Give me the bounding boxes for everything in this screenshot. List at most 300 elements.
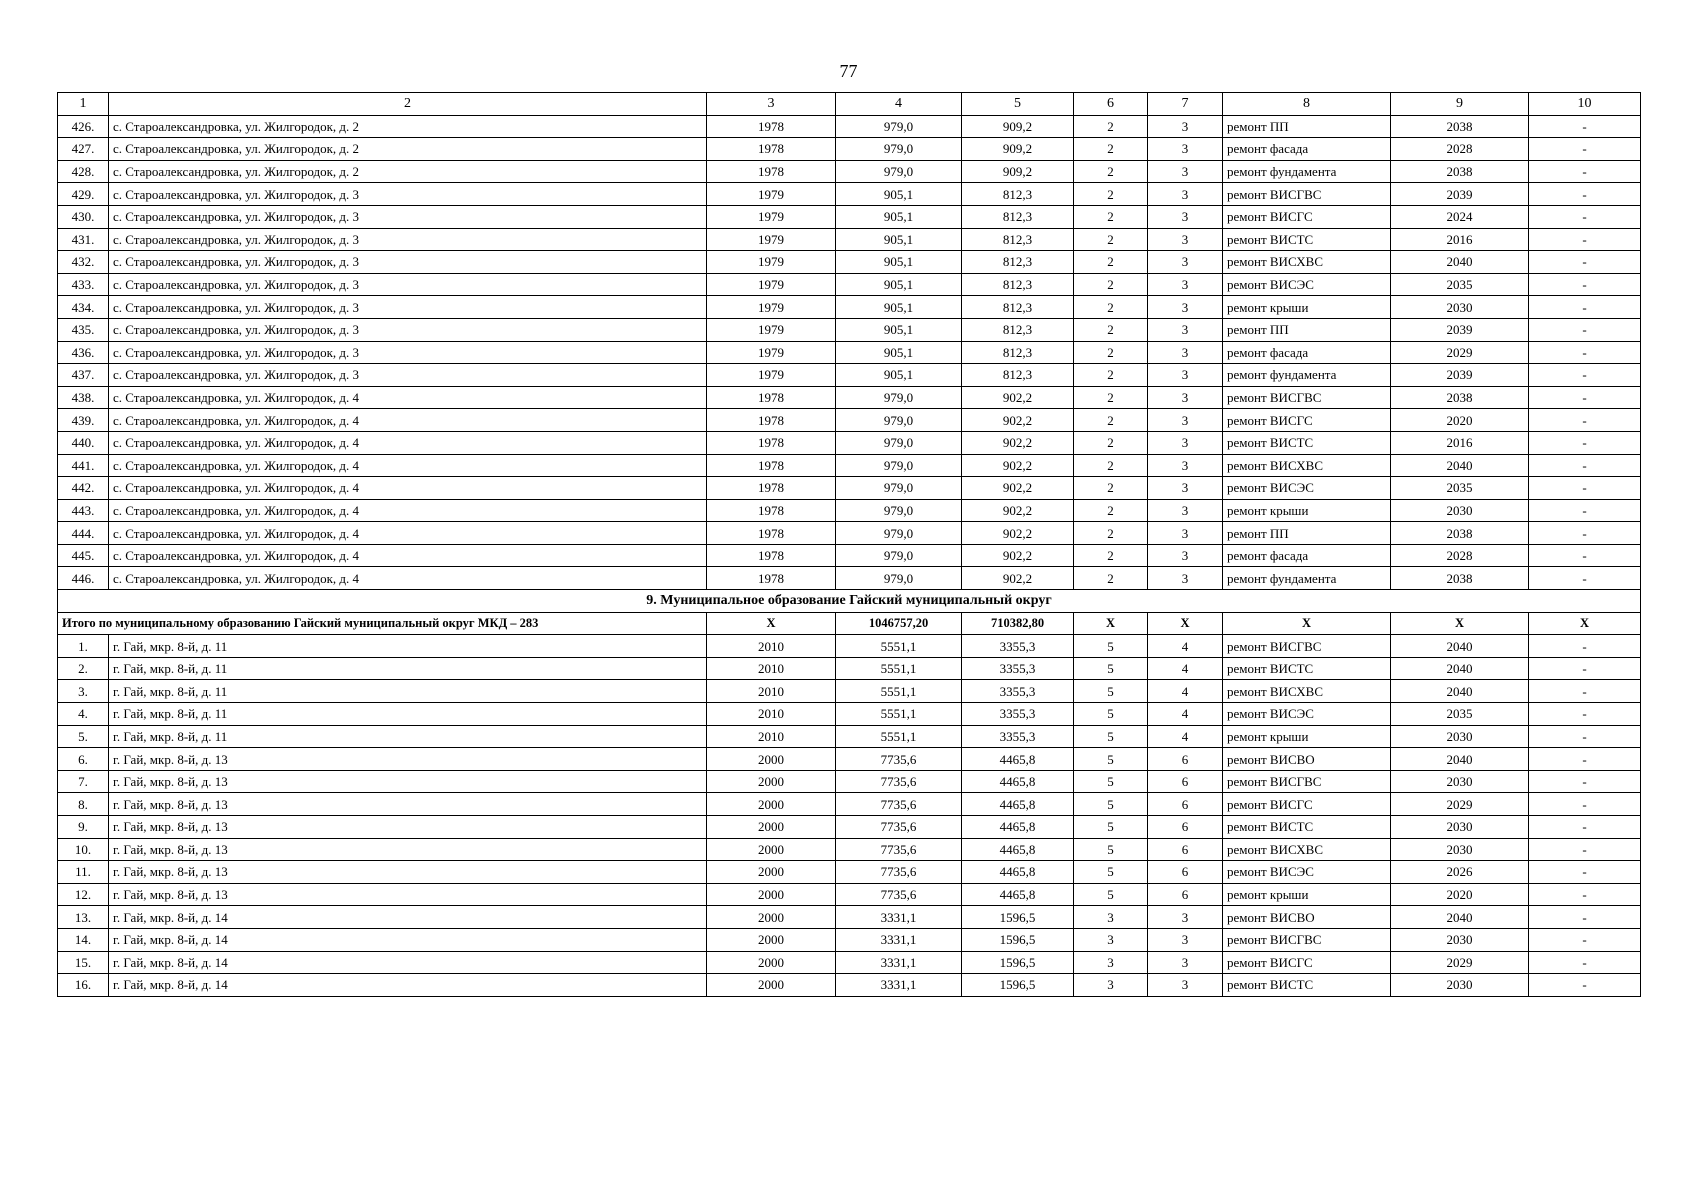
note-cell: - bbox=[1529, 318, 1641, 341]
address-cell: с. Староалександровка, ул. Жилгородок, д. 3 bbox=[109, 251, 707, 274]
planned-year-cell: 2035 bbox=[1391, 273, 1529, 296]
entrances-cell: 6 bbox=[1148, 816, 1223, 839]
living-area-cell: 812,3 bbox=[962, 251, 1074, 274]
note-cell: - bbox=[1529, 657, 1641, 680]
year-built-cell: 2000 bbox=[707, 974, 836, 997]
planned-year-cell: 2030 bbox=[1391, 296, 1529, 319]
living-area-cell: 4465,8 bbox=[962, 861, 1074, 884]
floors-cell: 2 bbox=[1074, 341, 1148, 364]
table-row bbox=[58, 725, 1641, 748]
row-number-cell: 433. bbox=[58, 273, 109, 296]
planned-year-cell: 2020 bbox=[1391, 883, 1529, 906]
row-number-cell: 430. bbox=[58, 205, 109, 228]
address-cell: с. Староалександровка, ул. Жилгородок, д. 3 bbox=[109, 364, 707, 387]
entrances-cell: 3 bbox=[1148, 251, 1223, 274]
address-cell: г. Гай, мкр. 8-й, д. 14 bbox=[109, 906, 707, 929]
total-row bbox=[58, 612, 1641, 635]
address-cell: г. Гай, мкр. 8-й, д. 11 bbox=[109, 635, 707, 658]
address-cell: с. Староалександровка, ул. Жилгородок, д. 4 bbox=[109, 522, 707, 545]
work-type-cell: ремонт ВИСХВС bbox=[1223, 454, 1391, 477]
year-built-cell: 2000 bbox=[707, 951, 836, 974]
table-row bbox=[58, 115, 1641, 138]
year-built-cell: 2010 bbox=[707, 703, 836, 726]
column-number-cell: 9 bbox=[1391, 93, 1529, 116]
planned-year-cell: 2024 bbox=[1391, 205, 1529, 228]
note-cell: - bbox=[1529, 522, 1641, 545]
floors-cell: 3 bbox=[1074, 906, 1148, 929]
total-value-cell: Х bbox=[1074, 612, 1148, 635]
column-number-cell: 4 bbox=[836, 93, 962, 116]
total-area-cell: 979,0 bbox=[836, 431, 962, 454]
note-cell: - bbox=[1529, 296, 1641, 319]
work-type-cell: ремонт крыши bbox=[1223, 296, 1391, 319]
table-row bbox=[58, 138, 1641, 161]
total-area-cell: 905,1 bbox=[836, 273, 962, 296]
floors-cell: 2 bbox=[1074, 160, 1148, 183]
work-type-cell: ремонт ВИСХВС bbox=[1223, 838, 1391, 861]
living-area-cell: 3355,3 bbox=[962, 703, 1074, 726]
row-number-cell: 1. bbox=[58, 635, 109, 658]
planned-year-cell: 2040 bbox=[1391, 635, 1529, 658]
total-area-cell: 3331,1 bbox=[836, 928, 962, 951]
total-value-cell: Х bbox=[1529, 612, 1641, 635]
entrances-cell: 6 bbox=[1148, 793, 1223, 816]
column-number-cell: 2 bbox=[109, 93, 707, 116]
planned-year-cell: 2035 bbox=[1391, 477, 1529, 500]
total-value-cell: Х bbox=[1223, 612, 1391, 635]
year-built-cell: 1978 bbox=[707, 160, 836, 183]
floors-cell: 2 bbox=[1074, 115, 1148, 138]
note-cell: - bbox=[1529, 567, 1641, 590]
work-type-cell: ремонт ВИСВО bbox=[1223, 906, 1391, 929]
total-value-cell: Х bbox=[1148, 612, 1223, 635]
column-number-row bbox=[58, 93, 1641, 116]
floors-cell: 2 bbox=[1074, 318, 1148, 341]
living-area-cell: 1596,5 bbox=[962, 906, 1074, 929]
entrances-cell: 6 bbox=[1148, 861, 1223, 884]
note-cell: - bbox=[1529, 703, 1641, 726]
year-built-cell: 1978 bbox=[707, 454, 836, 477]
living-area-cell: 909,2 bbox=[962, 160, 1074, 183]
living-area-cell: 3355,3 bbox=[962, 635, 1074, 658]
planned-year-cell: 2035 bbox=[1391, 703, 1529, 726]
total-area-cell: 979,0 bbox=[836, 386, 962, 409]
living-area-cell: 812,3 bbox=[962, 364, 1074, 387]
row-number-cell: 429. bbox=[58, 183, 109, 206]
living-area-cell: 902,2 bbox=[962, 454, 1074, 477]
address-cell: г. Гай, мкр. 8-й, д. 14 bbox=[109, 974, 707, 997]
total-area-cell: 7735,6 bbox=[836, 793, 962, 816]
total-area-cell: 905,1 bbox=[836, 205, 962, 228]
address-cell: с. Староалександровка, ул. Жилгородок, д. 4 bbox=[109, 567, 707, 590]
living-area-cell: 812,3 bbox=[962, 341, 1074, 364]
planned-year-cell: 2039 bbox=[1391, 318, 1529, 341]
living-area-cell: 902,2 bbox=[962, 544, 1074, 567]
floors-cell: 2 bbox=[1074, 138, 1148, 161]
year-built-cell: 2010 bbox=[707, 657, 836, 680]
address-cell: с. Староалександровка, ул. Жилгородок, д. 4 bbox=[109, 386, 707, 409]
table-row bbox=[58, 816, 1641, 839]
year-built-cell: 1978 bbox=[707, 522, 836, 545]
planned-year-cell: 2039 bbox=[1391, 364, 1529, 387]
planned-year-cell: 2038 bbox=[1391, 386, 1529, 409]
floors-cell: 2 bbox=[1074, 477, 1148, 500]
planned-year-cell: 2028 bbox=[1391, 138, 1529, 161]
year-built-cell: 1978 bbox=[707, 477, 836, 500]
address-cell: г. Гай, мкр. 8-й, д. 11 bbox=[109, 703, 707, 726]
work-type-cell: ремонт крыши bbox=[1223, 883, 1391, 906]
year-built-cell: 1978 bbox=[707, 409, 836, 432]
total-area-cell: 905,1 bbox=[836, 318, 962, 341]
floors-cell: 2 bbox=[1074, 205, 1148, 228]
table-row bbox=[58, 454, 1641, 477]
table-row bbox=[58, 838, 1641, 861]
planned-year-cell: 2040 bbox=[1391, 251, 1529, 274]
work-type-cell: ремонт фундамента bbox=[1223, 160, 1391, 183]
row-number-cell: 437. bbox=[58, 364, 109, 387]
row-number-cell: 442. bbox=[58, 477, 109, 500]
total-value-cell: 1046757,20 bbox=[836, 612, 962, 635]
year-built-cell: 2000 bbox=[707, 748, 836, 771]
column-number-cell: 7 bbox=[1148, 93, 1223, 116]
floors-cell: 5 bbox=[1074, 770, 1148, 793]
table-row bbox=[58, 160, 1641, 183]
row-number-cell: 426. bbox=[58, 115, 109, 138]
planned-year-cell: 2030 bbox=[1391, 499, 1529, 522]
note-cell: - bbox=[1529, 725, 1641, 748]
entrances-cell: 3 bbox=[1148, 544, 1223, 567]
year-built-cell: 1979 bbox=[707, 273, 836, 296]
total-area-cell: 979,0 bbox=[836, 477, 962, 500]
entrances-cell: 3 bbox=[1148, 477, 1223, 500]
year-built-cell: 1979 bbox=[707, 205, 836, 228]
work-type-cell: ремонт ВИСГС bbox=[1223, 409, 1391, 432]
work-type-cell: ремонт ПП bbox=[1223, 522, 1391, 545]
total-area-cell: 979,0 bbox=[836, 454, 962, 477]
work-type-cell: ремонт ВИСТС bbox=[1223, 228, 1391, 251]
planned-year-cell: 2038 bbox=[1391, 522, 1529, 545]
total-value-cell: Х bbox=[707, 612, 836, 635]
floors-cell: 3 bbox=[1074, 974, 1148, 997]
year-built-cell: 1979 bbox=[707, 183, 836, 206]
entrances-cell: 3 bbox=[1148, 567, 1223, 590]
living-area-cell: 902,2 bbox=[962, 431, 1074, 454]
row-number-cell: 431. bbox=[58, 228, 109, 251]
row-number-cell: 12. bbox=[58, 883, 109, 906]
note-cell: - bbox=[1529, 251, 1641, 274]
row-number-cell: 2. bbox=[58, 657, 109, 680]
floors-cell: 3 bbox=[1074, 928, 1148, 951]
year-built-cell: 1979 bbox=[707, 364, 836, 387]
row-number-cell: 7. bbox=[58, 770, 109, 793]
living-area-cell: 3355,3 bbox=[962, 657, 1074, 680]
address-cell: г. Гай, мкр. 8-й, д. 13 bbox=[109, 770, 707, 793]
table-row bbox=[58, 951, 1641, 974]
note-cell: - bbox=[1529, 906, 1641, 929]
address-cell: с. Староалександровка, ул. Жилгородок, д. 4 bbox=[109, 431, 707, 454]
planned-year-cell: 2040 bbox=[1391, 748, 1529, 771]
total-area-cell: 905,1 bbox=[836, 341, 962, 364]
year-built-cell: 1978 bbox=[707, 544, 836, 567]
total-area-cell: 905,1 bbox=[836, 228, 962, 251]
living-area-cell: 812,3 bbox=[962, 228, 1074, 251]
entrances-cell: 3 bbox=[1148, 160, 1223, 183]
entrances-cell: 3 bbox=[1148, 499, 1223, 522]
planned-year-cell: 2029 bbox=[1391, 793, 1529, 816]
row-number-cell: 3. bbox=[58, 680, 109, 703]
address-cell: с. Староалександровка, ул. Жилгородок, д. 2 bbox=[109, 160, 707, 183]
living-area-cell: 4465,8 bbox=[962, 748, 1074, 771]
year-built-cell: 1979 bbox=[707, 228, 836, 251]
row-number-cell: 11. bbox=[58, 861, 109, 884]
address-cell: с. Староалександровка, ул. Жилгородок, д. 4 bbox=[109, 454, 707, 477]
work-type-cell: ремонт ВИСГС bbox=[1223, 205, 1391, 228]
living-area-cell: 1596,5 bbox=[962, 951, 1074, 974]
work-type-cell: ремонт фасада bbox=[1223, 341, 1391, 364]
entrances-cell: 3 bbox=[1148, 951, 1223, 974]
column-number-cell: 5 bbox=[962, 93, 1074, 116]
page-number: 77 bbox=[839, 61, 858, 81]
entrances-cell: 3 bbox=[1148, 454, 1223, 477]
note-cell: - bbox=[1529, 861, 1641, 884]
total-area-cell: 5551,1 bbox=[836, 703, 962, 726]
work-type-cell: ремонт фундамента bbox=[1223, 567, 1391, 590]
table-row bbox=[58, 974, 1641, 997]
entrances-cell: 4 bbox=[1148, 680, 1223, 703]
floors-cell: 5 bbox=[1074, 748, 1148, 771]
row-number-cell: 9. bbox=[58, 816, 109, 839]
year-built-cell: 2000 bbox=[707, 883, 836, 906]
note-cell: - bbox=[1529, 816, 1641, 839]
entrances-cell: 4 bbox=[1148, 725, 1223, 748]
note-cell: - bbox=[1529, 386, 1641, 409]
note-cell: - bbox=[1529, 838, 1641, 861]
living-area-cell: 909,2 bbox=[962, 115, 1074, 138]
work-type-cell: ремонт ВИСГВС bbox=[1223, 386, 1391, 409]
total-area-cell: 905,1 bbox=[836, 251, 962, 274]
column-number-cell: 3 bbox=[707, 93, 836, 116]
entrances-cell: 4 bbox=[1148, 703, 1223, 726]
row-number-cell: 428. bbox=[58, 160, 109, 183]
address-cell: с. Староалександровка, ул. Жилгородок, д. 4 bbox=[109, 544, 707, 567]
living-area-cell: 909,2 bbox=[962, 138, 1074, 161]
row-number-cell: 439. bbox=[58, 409, 109, 432]
planned-year-cell: 2040 bbox=[1391, 906, 1529, 929]
total-area-cell: 905,1 bbox=[836, 364, 962, 387]
address-cell: с. Староалександровка, ул. Жилгородок, д. 4 bbox=[109, 477, 707, 500]
work-type-cell: ремонт крыши bbox=[1223, 725, 1391, 748]
floors-cell: 5 bbox=[1074, 883, 1148, 906]
address-cell: с. Староалександровка, ул. Жилгородок, д. 3 bbox=[109, 341, 707, 364]
table-row bbox=[58, 567, 1641, 590]
work-type-cell: ремонт ПП bbox=[1223, 115, 1391, 138]
work-type-cell: ремонт ВИСТС bbox=[1223, 974, 1391, 997]
total-value-cell: Х bbox=[1391, 612, 1529, 635]
year-built-cell: 2010 bbox=[707, 725, 836, 748]
row-number-cell: 443. bbox=[58, 499, 109, 522]
table-row bbox=[58, 183, 1641, 206]
planned-year-cell: 2026 bbox=[1391, 861, 1529, 884]
address-cell: с. Староалександровка, ул. Жилгородок, д. 4 bbox=[109, 499, 707, 522]
entrances-cell: 3 bbox=[1148, 974, 1223, 997]
living-area-cell: 3355,3 bbox=[962, 680, 1074, 703]
living-area-cell: 1596,5 bbox=[962, 928, 1074, 951]
total-area-cell: 979,0 bbox=[836, 544, 962, 567]
floors-cell: 2 bbox=[1074, 273, 1148, 296]
row-number-cell: 427. bbox=[58, 138, 109, 161]
living-area-cell: 812,3 bbox=[962, 296, 1074, 319]
entrances-cell: 3 bbox=[1148, 364, 1223, 387]
entrances-cell: 6 bbox=[1148, 748, 1223, 771]
total-area-cell: 979,0 bbox=[836, 160, 962, 183]
address-cell: с. Староалександровка, ул. Жилгородок, д. 2 bbox=[109, 138, 707, 161]
column-number-cell: 8 bbox=[1223, 93, 1391, 116]
year-built-cell: 1978 bbox=[707, 386, 836, 409]
planned-year-cell: 2029 bbox=[1391, 951, 1529, 974]
table-row bbox=[58, 431, 1641, 454]
floors-cell: 2 bbox=[1074, 544, 1148, 567]
living-area-cell: 1596,5 bbox=[962, 974, 1074, 997]
table-row bbox=[58, 386, 1641, 409]
living-area-cell: 902,2 bbox=[962, 409, 1074, 432]
table-row bbox=[58, 748, 1641, 771]
entrances-cell: 3 bbox=[1148, 273, 1223, 296]
address-cell: г. Гай, мкр. 8-й, д. 11 bbox=[109, 657, 707, 680]
row-number-cell: 6. bbox=[58, 748, 109, 771]
living-area-cell: 4465,8 bbox=[962, 793, 1074, 816]
floors-cell: 2 bbox=[1074, 522, 1148, 545]
row-number-cell: 440. bbox=[58, 431, 109, 454]
planned-year-cell: 2039 bbox=[1391, 183, 1529, 206]
note-cell: - bbox=[1529, 431, 1641, 454]
floors-cell: 5 bbox=[1074, 703, 1148, 726]
note-cell: - bbox=[1529, 883, 1641, 906]
section-title: 9. Муниципальное образование Гайский муниципальный округ bbox=[58, 590, 1641, 613]
table-body bbox=[58, 93, 1641, 997]
total-area-cell: 7735,6 bbox=[836, 748, 962, 771]
entrances-cell: 3 bbox=[1148, 296, 1223, 319]
living-area-cell: 812,3 bbox=[962, 183, 1074, 206]
year-built-cell: 1979 bbox=[707, 341, 836, 364]
total-area-cell: 5551,1 bbox=[836, 680, 962, 703]
work-type-cell: ремонт ВИСГВС bbox=[1223, 928, 1391, 951]
table-row bbox=[58, 341, 1641, 364]
floors-cell: 2 bbox=[1074, 251, 1148, 274]
year-built-cell: 1978 bbox=[707, 115, 836, 138]
floors-cell: 5 bbox=[1074, 725, 1148, 748]
address-cell: г. Гай, мкр. 8-й, д. 14 bbox=[109, 951, 707, 974]
floors-cell: 2 bbox=[1074, 499, 1148, 522]
total-area-cell: 905,1 bbox=[836, 183, 962, 206]
note-cell: - bbox=[1529, 160, 1641, 183]
total-area-cell: 3331,1 bbox=[836, 951, 962, 974]
planned-year-cell: 2016 bbox=[1391, 431, 1529, 454]
total-area-cell: 7735,6 bbox=[836, 816, 962, 839]
row-number-cell: 436. bbox=[58, 341, 109, 364]
table-row bbox=[58, 793, 1641, 816]
entrances-cell: 3 bbox=[1148, 115, 1223, 138]
floors-cell: 2 bbox=[1074, 296, 1148, 319]
total-area-cell: 3331,1 bbox=[836, 906, 962, 929]
total-area-cell: 979,0 bbox=[836, 499, 962, 522]
year-built-cell: 1979 bbox=[707, 296, 836, 319]
table-row bbox=[58, 861, 1641, 884]
floors-cell: 2 bbox=[1074, 183, 1148, 206]
work-type-cell: ремонт фасада bbox=[1223, 544, 1391, 567]
capital-repair-table bbox=[57, 92, 1641, 997]
note-cell: - bbox=[1529, 364, 1641, 387]
table-row bbox=[58, 703, 1641, 726]
table-row bbox=[58, 499, 1641, 522]
note-cell: - bbox=[1529, 228, 1641, 251]
work-type-cell: ремонт ВИСТС bbox=[1223, 657, 1391, 680]
table-row bbox=[58, 544, 1641, 567]
entrances-cell: 6 bbox=[1148, 770, 1223, 793]
table-row bbox=[58, 522, 1641, 545]
row-number-cell: 432. bbox=[58, 251, 109, 274]
row-number-cell: 8. bbox=[58, 793, 109, 816]
planned-year-cell: 2020 bbox=[1391, 409, 1529, 432]
table-row bbox=[58, 228, 1641, 251]
note-cell: - bbox=[1529, 544, 1641, 567]
floors-cell: 2 bbox=[1074, 567, 1148, 590]
row-number-cell: 446. bbox=[58, 567, 109, 590]
address-cell: г. Гай, мкр. 8-й, д. 13 bbox=[109, 861, 707, 884]
work-type-cell: ремонт ВИСЭС bbox=[1223, 273, 1391, 296]
address-cell: г. Гай, мкр. 8-й, д. 13 bbox=[109, 883, 707, 906]
note-cell: - bbox=[1529, 409, 1641, 432]
address-cell: с. Староалександровка, ул. Жилгородок, д. 3 bbox=[109, 273, 707, 296]
living-area-cell: 4465,8 bbox=[962, 883, 1074, 906]
total-area-cell: 3331,1 bbox=[836, 974, 962, 997]
work-type-cell: ремонт ВИСТС bbox=[1223, 816, 1391, 839]
planned-year-cell: 2038 bbox=[1391, 115, 1529, 138]
total-area-cell: 5551,1 bbox=[836, 725, 962, 748]
address-cell: г. Гай, мкр. 8-й, д. 13 bbox=[109, 748, 707, 771]
entrances-cell: 3 bbox=[1148, 409, 1223, 432]
table-row bbox=[58, 928, 1641, 951]
floors-cell: 2 bbox=[1074, 228, 1148, 251]
note-cell: - bbox=[1529, 205, 1641, 228]
planned-year-cell: 2030 bbox=[1391, 974, 1529, 997]
year-built-cell: 2010 bbox=[707, 680, 836, 703]
living-area-cell: 812,3 bbox=[962, 273, 1074, 296]
total-area-cell: 979,0 bbox=[836, 522, 962, 545]
column-number-cell: 1 bbox=[58, 93, 109, 116]
address-cell: г. Гай, мкр. 8-й, д. 13 bbox=[109, 816, 707, 839]
row-number-cell: 5. bbox=[58, 725, 109, 748]
address-cell: с. Староалександровка, ул. Жилгородок, д. 3 bbox=[109, 205, 707, 228]
table-row bbox=[58, 318, 1641, 341]
column-number-cell: 10 bbox=[1529, 93, 1641, 116]
table-row bbox=[58, 273, 1641, 296]
living-area-cell: 812,3 bbox=[962, 318, 1074, 341]
planned-year-cell: 2030 bbox=[1391, 928, 1529, 951]
work-type-cell: ремонт ПП bbox=[1223, 318, 1391, 341]
note-cell: - bbox=[1529, 341, 1641, 364]
year-built-cell: 2000 bbox=[707, 861, 836, 884]
floors-cell: 2 bbox=[1074, 454, 1148, 477]
floors-cell: 5 bbox=[1074, 680, 1148, 703]
floors-cell: 2 bbox=[1074, 386, 1148, 409]
row-number-cell: 10. bbox=[58, 838, 109, 861]
year-built-cell: 2000 bbox=[707, 793, 836, 816]
planned-year-cell: 2029 bbox=[1391, 341, 1529, 364]
note-cell: - bbox=[1529, 770, 1641, 793]
total-area-cell: 5551,1 bbox=[836, 635, 962, 658]
row-number-cell: 14. bbox=[58, 928, 109, 951]
table-row bbox=[58, 635, 1641, 658]
